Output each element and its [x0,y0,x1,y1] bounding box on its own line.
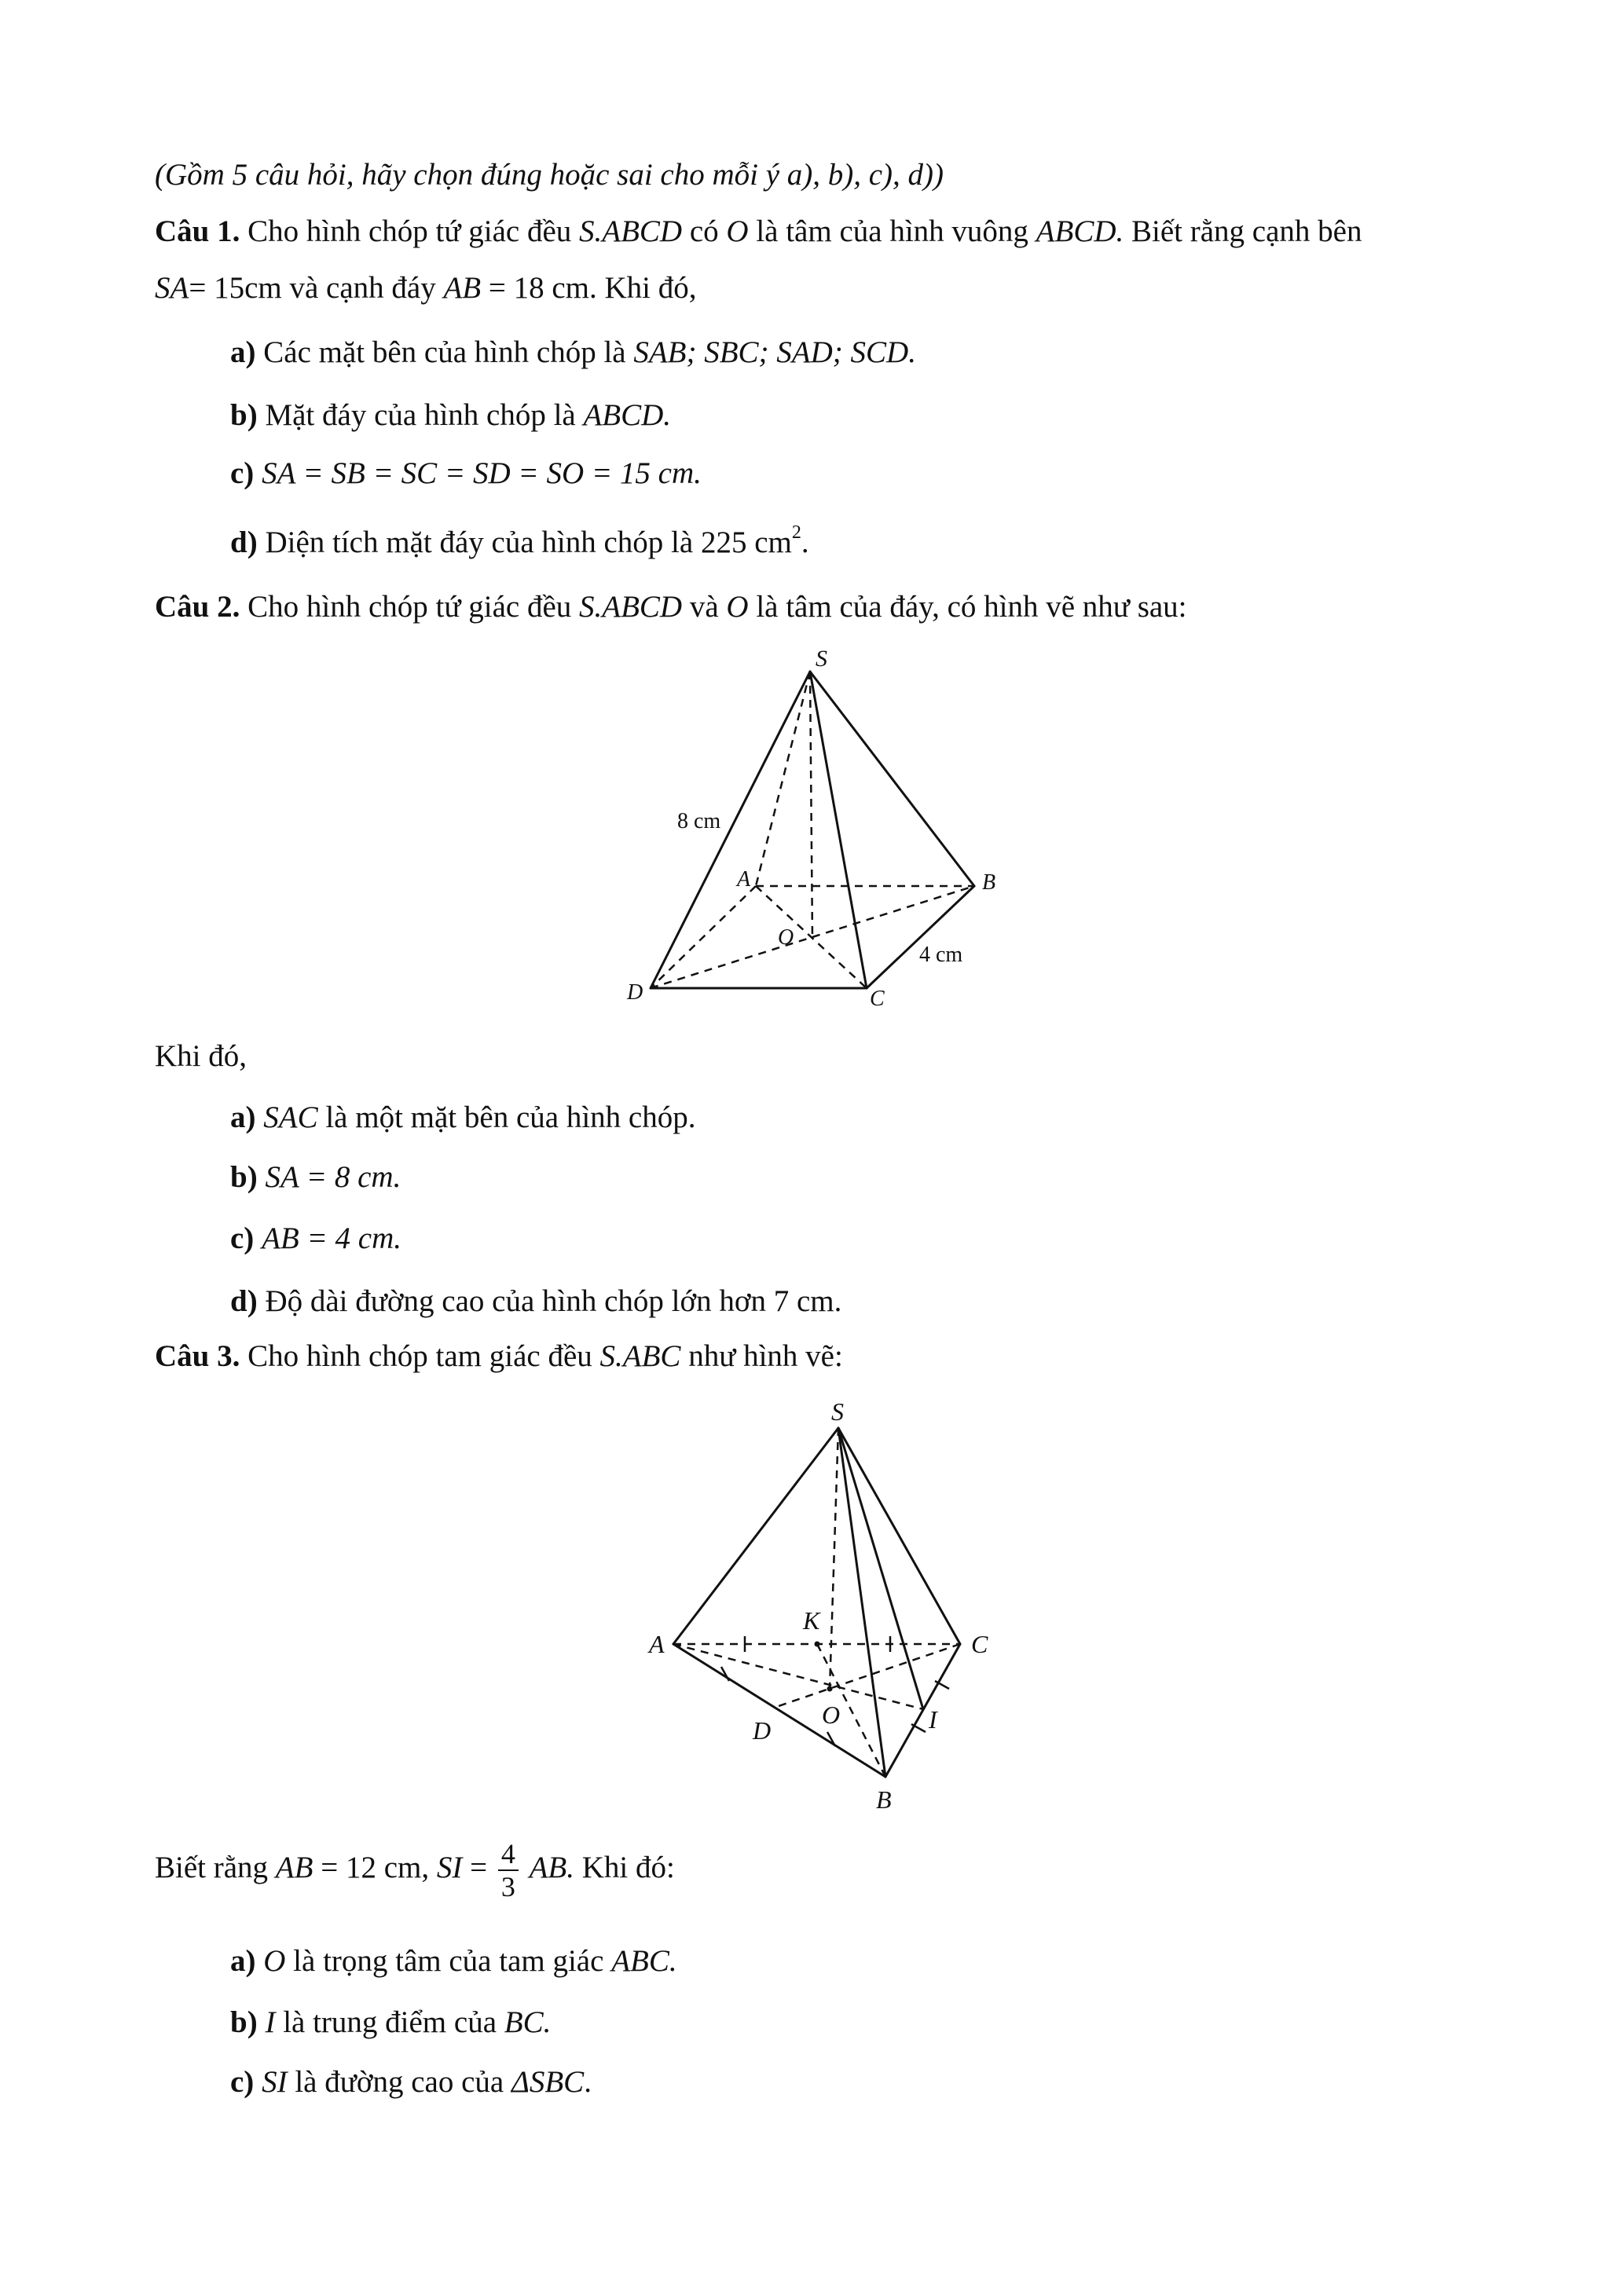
height-so [830,1428,838,1689]
vertex-label-b: B [876,1785,892,1814]
vertex-label-c: C [870,987,885,1011]
edge-sb [810,672,974,886]
option-text: là trung điểm của [283,2005,497,2039]
option-label: c) [230,456,255,490]
q1-option-d [230,522,809,562]
option-text: là một mặt bên của hình chóp. [325,1100,696,1134]
q1-text: Biết rằng cạnh bên [1131,214,1362,248]
q1-math: SA [155,271,189,305]
point-k [815,1642,820,1647]
q3-line1 [155,1338,843,1375]
q1-math: O [726,214,749,248]
fraction-denominator: 3 [500,1871,515,1902]
option-math: ABCD. [583,398,672,432]
q1-line2 [155,270,697,307]
option-math: 225 cm [700,525,792,559]
q1-math: S.ABCD [579,214,683,248]
q3-option-a [230,1943,677,1980]
edge-ab [673,1644,885,1777]
q3-text: như hình vẽ: [688,1339,843,1373]
q3-text: Cho hình chóp tam giác đều [247,1339,592,1373]
q2-text: và [689,590,719,624]
vertex-label-a: A [737,867,751,892]
median-ck [774,1644,960,1708]
q1-math: = 15cm [189,271,282,305]
edge-sa [673,1428,838,1644]
vertex-label-o: O [778,925,794,950]
vertex-label-s: S [831,1397,844,1426]
q3-math: = 12 cm, [321,1850,430,1884]
intro-instruction: (Gồm 5 câu hỏi, hãy chọn đúng hoặc sai cho mỗi ý a), b), c), d)) [155,158,944,192]
option-math: SA = SB = SC = SD = SO = 15 cm. [262,456,702,490]
option-math: SA = 8 cm. [265,1160,401,1194]
q1-option-c [230,456,702,493]
option-math: SI [262,2065,288,2099]
option-math: BC. [504,2005,552,2039]
option-math: SAB; SBC; SAD; SCD. [633,335,916,369]
option-label: b) [230,398,258,432]
option-label: d) [230,525,258,559]
q3-math: SI [436,1850,463,1884]
q2-option-b [230,1159,401,1196]
option-label: b) [230,1160,258,1194]
median-ai [673,1644,923,1709]
edge-cb [867,886,974,988]
q3-math: AB [275,1850,313,1884]
option-math: ABC. [611,1944,677,1978]
q3-option-c [230,2064,592,2101]
option-text: Độ dài đường cao của hình chóp lớn hơn 7 cm. [265,1284,842,1318]
option-label: a) [230,1100,256,1134]
tick-ad [721,1667,729,1681]
vertex-label-c: C [971,1630,988,1658]
q2-option-d [230,1283,841,1320]
q1-text: có [689,214,719,248]
segment-si [838,1428,923,1709]
edge-ad-hidden [651,886,756,988]
option-label: d) [230,1284,258,1318]
q3-option-b [230,2005,551,2041]
median-bk [817,1644,885,1777]
q3-label: Câu 3. [155,1339,240,1373]
q1-math: = 18 cm. [488,271,597,305]
option-label: c) [230,1221,255,1255]
edge-sd [651,672,810,988]
q2-option-c [230,1221,401,1258]
option-math: O [263,1944,286,1978]
vertex-label-b: B [982,870,996,895]
q2-line1 [155,589,1187,626]
height-so [810,672,812,939]
q3-text: Biết rằng [155,1850,269,1884]
q2-option-a [230,1100,695,1137]
diag-ac [756,886,867,988]
option-math: I [265,2005,276,2039]
option-text: Diện tích mặt đáy của hình chóp là [265,525,694,559]
option-punct: . [584,2065,592,2099]
edge-label-bc: 4 cm [919,943,963,967]
option-text: Các mặt bên của hình chóp là [263,335,626,369]
point-o [827,1686,833,1692]
vertex-label-k: K [803,1606,820,1635]
vertex-label-d: D [753,1716,772,1745]
diag-db [651,886,974,988]
option-superscript: 2 [791,522,801,543]
option-label: c) [230,2065,255,2099]
vertex-label-s: S [816,646,827,672]
vertex-label-i: I [929,1705,937,1734]
q1-math: AB [443,271,482,305]
option-label: a) [230,335,256,369]
vertex-label-a: A [649,1630,665,1658]
option-math: ΔSBC [511,2065,585,2099]
tick-db [827,1732,835,1746]
option-label: b) [230,2005,258,2039]
q3-text: Khi đó: [581,1850,675,1884]
vertex-label-d: D [627,980,643,1005]
q2-text: Cho hình chóp tứ giác đều [247,590,572,624]
edge-label-sa: 8 cm [677,809,721,833]
q1-text: Cho hình chóp tứ giác đều [247,214,572,248]
option-text: là đường cao của [295,2065,504,2099]
q1-text: và cạnh đáy [289,271,436,305]
tick-bi [911,1724,926,1732]
q3-given [155,1838,675,1902]
q1-label: Câu 1. [155,214,240,248]
q2-label: Câu 2. [155,590,240,624]
option-punct: . [801,525,809,559]
q2-math: S.ABCD [579,590,683,624]
edge-sc [810,672,867,988]
q1-text: là tâm của hình vuông [756,214,1028,248]
q2-after: Khi đó, [155,1039,247,1073]
q1-math: ABCD. [1036,214,1124,248]
q1-line1 [155,214,1362,251]
fraction [498,1838,519,1902]
option-math: SAC [263,1100,318,1134]
vertex-label-o: O [822,1701,841,1729]
option-text: là trọng tâm của tam giác [293,1944,604,1978]
tick-ic [935,1681,949,1689]
option-label: a) [230,1944,256,1978]
fraction-numerator: 4 [498,1838,519,1871]
edge-bc [885,1644,960,1777]
q3-math: S.ABC [599,1339,681,1373]
edge-sb [838,1428,885,1777]
edge-sc [838,1428,960,1644]
edge-sa-hidden [756,672,810,886]
q2-math: O [726,590,749,624]
q2-text: là tâm của đáy, có hình vẽ như sau: [756,590,1187,624]
q3-math: AB. [529,1850,574,1884]
option-text: Mặt đáy của hình chóp là [265,398,576,432]
q1-option-a [230,335,916,372]
option-math: AB = 4 cm. [262,1221,401,1255]
q3-math: = [470,1850,488,1884]
q1-text: Khi đó, [604,271,697,305]
q1-option-b [230,397,671,434]
